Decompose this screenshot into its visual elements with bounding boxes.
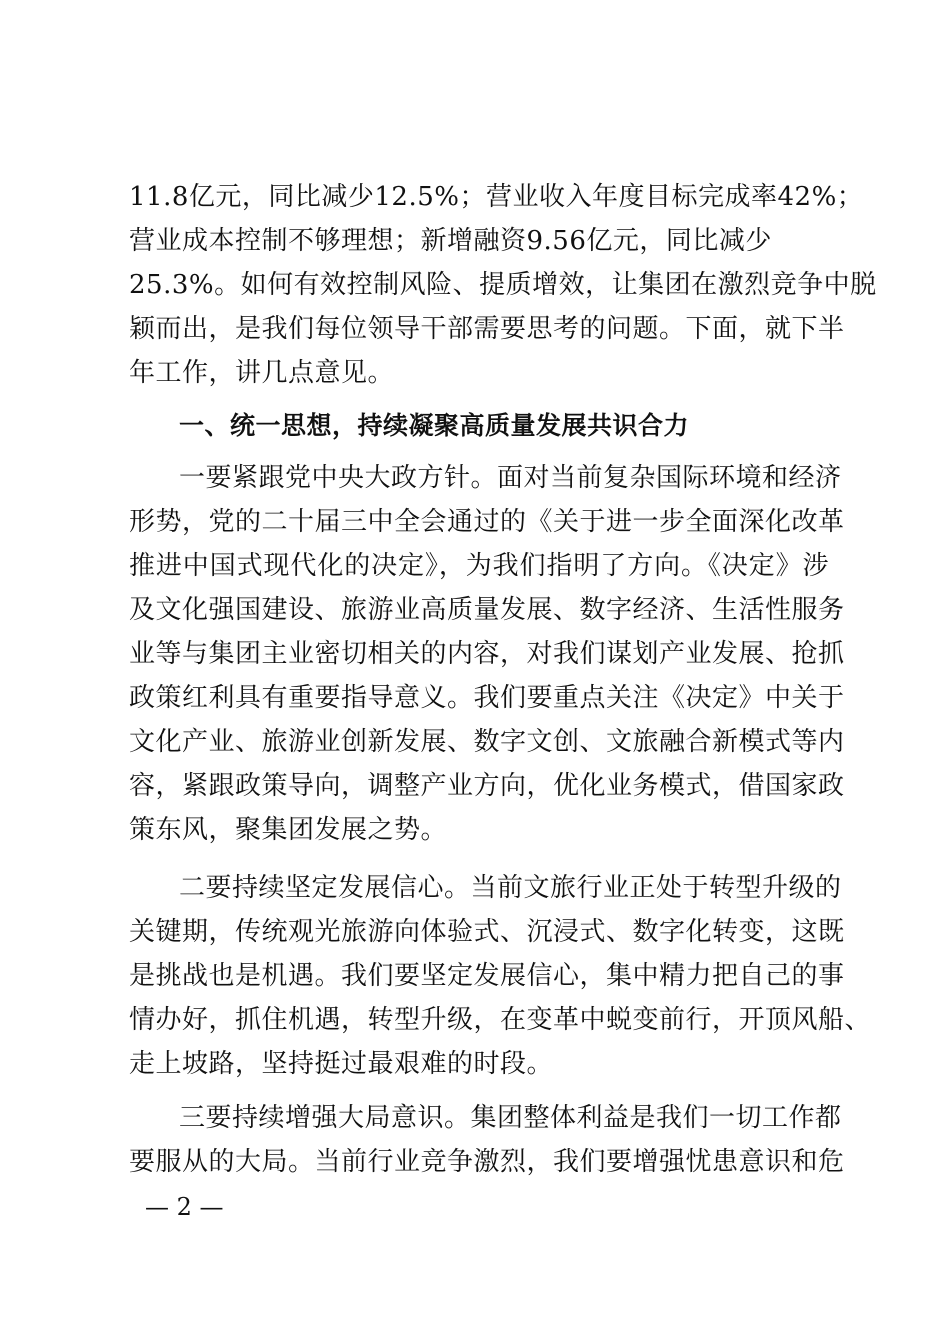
paragraph-line: 情办好，抓住机遇，转型升级，在变革中蜕变前行，开顶风船、: [129, 1005, 872, 1035]
paragraph-line: 二要持续坚定发展信心。当前文旅行业正处于转型升级的: [179, 873, 842, 903]
page-number: — 2 —: [145, 1193, 224, 1221]
paragraph-line: 三要持续增强大局意识。集团整体利益是我们一切工作都: [179, 1103, 842, 1133]
paragraph-line: 走上坡路，坚持挺过最艰难的时段。: [129, 1049, 554, 1079]
paragraph-line: 及文化强国建设、旅游业高质量发展、数字经济、生活性服务: [129, 595, 845, 625]
paragraph-line: 一要紧跟党中央大政方针。面对当前复杂国际环境和经济: [179, 463, 842, 493]
paragraph-line: 策东风，聚集团发展之势。: [129, 815, 448, 845]
paragraph-line: 容，紧跟政策导向，调整产业方向，优化业务模式，借国家政: [129, 771, 845, 801]
paragraph-line: 颖而出，是我们每位领导干部需要思考的问题。下面，就下半: [129, 314, 845, 344]
paragraph-line: 业等与集团主业密切相关的内容，对我们谋划产业发展、抢抓: [129, 639, 845, 669]
paragraph-line: 11.8亿元，同比减少12.5%；营业收入年度目标完成率42%；: [129, 182, 864, 212]
paragraph-line: 是挑战也是机遇。我们要坚定发展信心，集中精力把自己的事: [129, 961, 845, 991]
paragraph-line: 政策红利具有重要指导意义。我们要重点关注《决定》中关于: [129, 683, 845, 713]
section-heading: 一、统一思想，持续凝聚高质量发展共识合力: [179, 411, 690, 440]
paragraph-line: 营业成本控制不够理想；新增融资9.56亿元，同比减少: [129, 226, 772, 256]
paragraph-line: 关键期，传统观光旅游向体验式、沉浸式、数字化转变，这既: [129, 917, 845, 947]
paragraph-line: 年工作，讲几点意见。: [129, 358, 395, 388]
paragraph-line: 25.3%。如何有效控制风险、提质增效，让集团在激烈竞争中脱: [129, 270, 877, 300]
paragraph-line: 要服从的大局。当前行业竞争激烈，我们要增强忧患意识和危: [129, 1147, 845, 1177]
paragraph-line: 形势，党的二十届三中全会通过的《关于进一步全面深化改革: [129, 507, 845, 537]
paragraph-line: 推进中国式现代化的决定》，为我们指明了方向。《决定》涉: [129, 551, 829, 581]
paragraph-line: 文化产业、旅游业创新发展、数字文创、文旅融合新模式等内: [129, 727, 845, 757]
